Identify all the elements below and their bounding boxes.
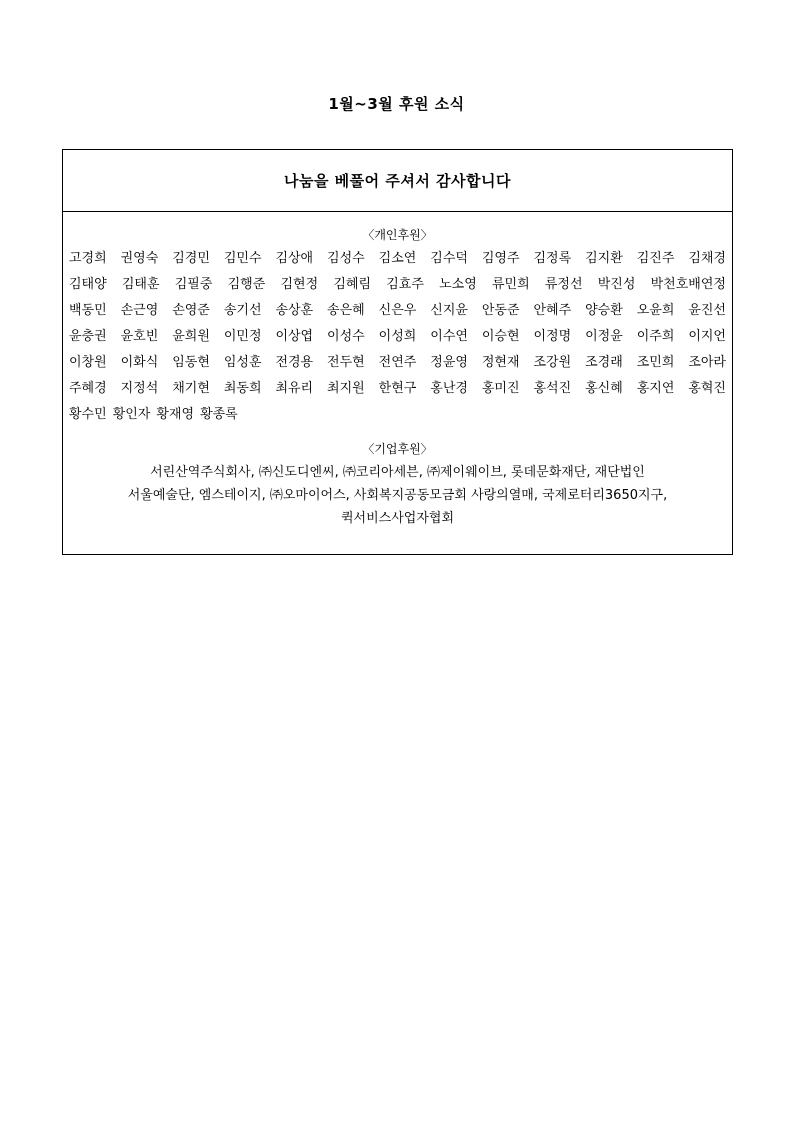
donor-row (69, 350, 726, 376)
corporate-donor-line: 퀵서비스사업자협회 (340, 511, 455, 526)
donor-name: 이민정 (223, 329, 262, 344)
donor-name: 황재영 (156, 407, 195, 422)
donor-name: 이창원 (69, 355, 107, 370)
donor-name: 조강원 (533, 355, 572, 370)
page-title: 1월~3월 후원 소식 (328, 95, 465, 113)
donor-name: 김정록 (533, 251, 572, 266)
donor-name: 최지원 (327, 381, 365, 396)
donor-name: 윤희원 (172, 329, 210, 344)
donor-name: 황종록 (200, 407, 238, 422)
donor-name: 홍석진 (533, 381, 572, 396)
donor-name: 이주희 (636, 329, 675, 344)
donor-name: 김진주 (636, 251, 675, 266)
donor-name: 홍미진 (481, 381, 520, 396)
donor-name: 김경민 (172, 251, 210, 266)
corporate-donors-label: 〈기업후원〉 (362, 442, 433, 456)
donor-name: 홍혁진 (688, 381, 726, 396)
donor-name: 윤호빈 (120, 329, 159, 344)
individual-donor-list (69, 246, 726, 428)
donor-name: 이상엽 (275, 329, 314, 344)
donor-name: 윤충권 (69, 329, 107, 344)
donor-name: 김현정 (280, 277, 319, 292)
donor-name: 조아라 (688, 355, 726, 370)
donor-name: 전경용 (275, 355, 314, 370)
donor-name: 황인자 (112, 407, 151, 422)
donor-name: 이지언 (688, 329, 726, 344)
donor-name: 김지환 (585, 251, 623, 266)
donor-name: 김영주 (481, 251, 520, 266)
donor-name: 안동준 (481, 303, 520, 318)
donor-name: 홍지연 (636, 381, 675, 396)
individual-donors-label: 〈개인후원〉 (362, 228, 433, 242)
donor-row (69, 298, 726, 324)
donor-name: 전연주 (378, 355, 417, 370)
donor-name: 권영숙 (120, 251, 159, 266)
donor-name: 정현재 (481, 355, 520, 370)
donor-name: 백동민 (69, 303, 107, 318)
donor-name: 김성수 (327, 251, 365, 266)
donor-name: 황수민 (69, 407, 107, 422)
thanks-heading: 나눔을 베풀어 주셔서 감사합니다 (63, 150, 732, 212)
donor-name: 한현구 (378, 381, 417, 396)
donor-name: 오윤희 (636, 303, 675, 318)
donor-name: 채기현 (172, 381, 210, 396)
donor-row (69, 324, 726, 350)
donor-name: 김상애 (275, 251, 314, 266)
donor-name: 박진성 (597, 277, 636, 292)
donor-name: 김소연 (378, 251, 417, 266)
corporate-donor-list (67, 461, 728, 530)
donor-name: 홍신혜 (585, 381, 623, 396)
donor-name: 김필중 (174, 277, 213, 292)
donor-name: 김혜림 (333, 277, 372, 292)
donor-name: 최동희 (223, 381, 262, 396)
donor-name: 고경희 (69, 251, 107, 266)
donor-name: 안혜주 (533, 303, 572, 318)
donor-name: 정윤영 (430, 355, 468, 370)
donor-name: 손영준 (172, 303, 210, 318)
donor-name: 손근영 (120, 303, 159, 318)
donor-name: 지정석 (120, 381, 159, 396)
donor-name: 류민희 (492, 277, 530, 292)
donor-box (62, 149, 733, 555)
donor-name: 주혜경 (69, 381, 107, 396)
donor-name: 윤진선 (688, 303, 726, 318)
donor-name: 이정명 (533, 329, 572, 344)
donor-name: 임동현 (172, 355, 210, 370)
donor-name: 김태양 (69, 277, 107, 292)
donor-name: 임성훈 (223, 355, 262, 370)
donor-name: 김행준 (227, 277, 266, 292)
donor-name: 이성희 (378, 329, 417, 344)
donor-name: 조경래 (585, 355, 623, 370)
donor-name: 김태훈 (121, 277, 160, 292)
donor-name: 신지윤 (430, 303, 468, 318)
donor-name: 조민희 (636, 355, 675, 370)
donor-name: 류정선 (544, 277, 583, 292)
donor-row (69, 272, 726, 298)
donor-name: 김수덕 (430, 251, 468, 266)
donor-name: 김효주 (386, 277, 424, 292)
donor-name: 김채경 (688, 251, 726, 266)
donor-name: 송은혜 (327, 303, 365, 318)
corporate-donor-line: 서린산역주식회사, ㈜신도디엔씨, ㈜코리아세븐, ㈜제이웨이브, 롯데문화재단, 재단법인 (150, 465, 645, 480)
donor-name: 최유리 (275, 381, 314, 396)
donor-row (69, 246, 726, 272)
donor-name: 김민수 (223, 251, 262, 266)
donor-name: 홍난경 (430, 381, 468, 396)
donor-name: 이수연 (430, 329, 468, 344)
donor-name: 양승환 (585, 303, 623, 318)
donor-name: 이승현 (481, 329, 520, 344)
donor-name: 전두현 (327, 355, 365, 370)
donor-name: 박천호배연정 (650, 277, 726, 292)
donor-name: 이화식 (120, 355, 159, 370)
donor-name: 신은우 (378, 303, 417, 318)
donor-name: 노소영 (439, 277, 477, 292)
donor-name: 송상훈 (275, 303, 314, 318)
donor-name: 이정윤 (585, 329, 623, 344)
corporate-donor-line: 서울예술단, 엠스테이지, ㈜오마이어스, 사회복지공동모금회 사랑의열매, 국제로터리3650지구, (127, 488, 668, 503)
donor-row (69, 376, 726, 402)
donor-name: 이성수 (327, 329, 365, 344)
donor-name: 송기선 (223, 303, 262, 318)
donor-row (69, 402, 726, 428)
